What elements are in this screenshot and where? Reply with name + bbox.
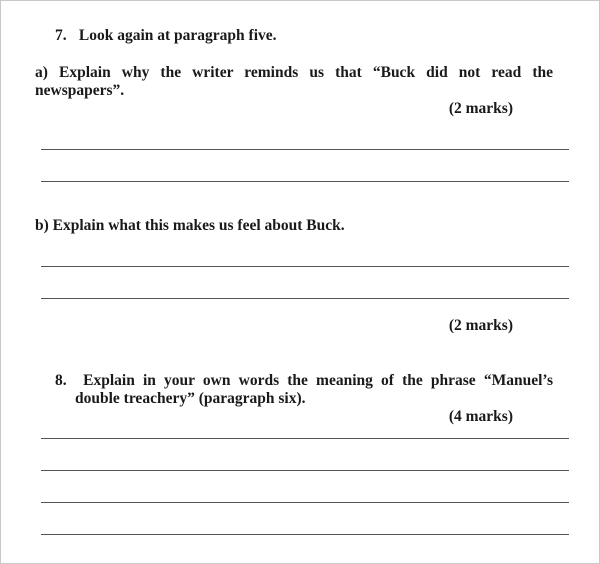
answer-line[interactable] xyxy=(41,181,569,182)
question-7-text: Look again at paragraph five. xyxy=(78,27,277,44)
question-8-line-1 xyxy=(55,372,553,390)
answer-line[interactable] xyxy=(41,534,569,535)
question-8-line-2: double treachery” (paragraph six). xyxy=(75,390,306,407)
answer-line[interactable] xyxy=(41,149,569,150)
question-7a-marks: (2 marks) xyxy=(448,100,513,117)
answer-line[interactable] xyxy=(41,502,569,503)
question-7b-marks: (2 marks) xyxy=(448,317,513,334)
answer-line[interactable] xyxy=(41,470,569,471)
question-7a-line-2: newspapers”. xyxy=(35,82,125,99)
answer-line[interactable] xyxy=(41,266,569,267)
answer-line[interactable] xyxy=(41,438,569,439)
question-8-text-1: Explain in your own words the meaning of the phrase “Manuel’s xyxy=(83,372,553,389)
question-7-heading xyxy=(55,27,277,45)
question-7b-text: b) Explain what this makes us feel about Buck. xyxy=(35,217,345,234)
question-7-number: 7. xyxy=(55,27,67,44)
question-8-number: 8. xyxy=(55,372,67,389)
question-7a-line-1: a) Explain why the writer reminds us that “Buck did not read the xyxy=(35,64,553,81)
question-8-marks: (4 marks) xyxy=(448,408,513,425)
answer-line[interactable] xyxy=(41,298,569,299)
